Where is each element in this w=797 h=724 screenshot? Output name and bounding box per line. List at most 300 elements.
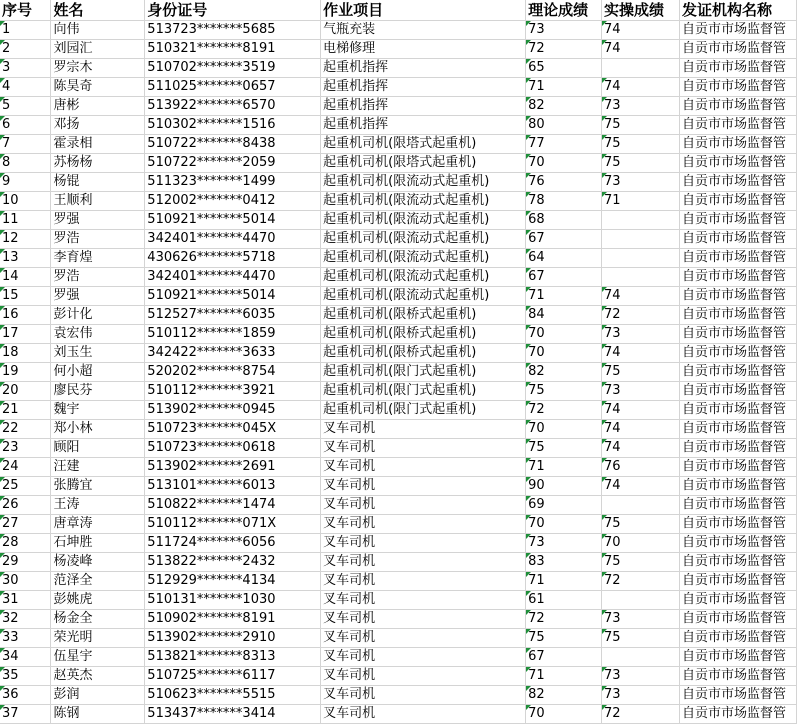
seq-cell[interactable]: 30 xyxy=(0,572,51,591)
operation-item-cell[interactable]: 起重机司机(限流动式起重机) xyxy=(321,173,526,192)
issuing-authority-cell[interactable]: 自贡市市场监督管 xyxy=(679,591,796,610)
seq-cell[interactable]: 24 xyxy=(0,458,51,477)
name-cell[interactable]: 邓扬 xyxy=(51,116,145,135)
name-cell[interactable]: 刘玉生 xyxy=(51,344,145,363)
theory-score-cell[interactable]: 71 xyxy=(526,667,602,686)
operation-item-cell[interactable]: 叉车司机 xyxy=(321,686,526,705)
table-row xyxy=(0,268,797,287)
id-number-cell[interactable]: 512929*******4134 xyxy=(145,572,321,591)
issuing-authority-cell[interactable]: 自贡市市场监督管 xyxy=(679,306,796,325)
name-cell[interactable]: 罗强 xyxy=(51,287,145,306)
issuing-authority-cell[interactable]: 自贡市市场监督管 xyxy=(679,97,796,116)
operation-item-cell[interactable]: 叉车司机 xyxy=(321,496,526,515)
practical-score-cell[interactable] xyxy=(602,496,680,515)
theory-score-cell[interactable]: 72 xyxy=(526,401,602,420)
operation-item-cell[interactable]: 起重机司机(限桥式起重机) xyxy=(321,325,526,344)
issuing-authority-cell[interactable]: 自贡市市场监督管 xyxy=(679,211,796,230)
id-number-cell[interactable]: 510921*******5014 xyxy=(145,287,321,306)
name-cell[interactable]: 王涛 xyxy=(51,496,145,515)
theory-score-cell[interactable]: 70 xyxy=(526,344,602,363)
practical-score-cell[interactable]: 73 xyxy=(602,667,680,686)
name-cell[interactable]: 罗浩 xyxy=(51,268,145,287)
theory-score-cell[interactable]: 75 xyxy=(526,382,602,401)
issuing-authority-cell[interactable]: 自贡市市场监督管 xyxy=(679,382,796,401)
name-cell[interactable]: 何小超 xyxy=(51,363,145,382)
practical-score-cell[interactable] xyxy=(602,249,680,268)
practical-score-cell[interactable]: 75 xyxy=(602,515,680,534)
seq-cell[interactable]: 34 xyxy=(0,648,51,667)
id-number-cell[interactable]: 510723*******045X xyxy=(145,420,321,439)
header-issuing-authority[interactable]: 发证机构名称 xyxy=(679,0,796,21)
name-cell[interactable]: 唐章涛 xyxy=(51,515,145,534)
theory-score-cell[interactable]: 84 xyxy=(526,306,602,325)
issuing-authority-cell[interactable]: 自贡市市场监督管 xyxy=(679,496,796,515)
practical-score-cell[interactable]: 74 xyxy=(602,477,680,496)
seq-cell[interactable]: 22 xyxy=(0,420,51,439)
table-row xyxy=(0,306,797,325)
issuing-authority-cell[interactable]: 自贡市市场监督管 xyxy=(679,59,796,78)
name-cell[interactable]: 王顺利 xyxy=(51,192,145,211)
name-cell[interactable]: 郑小林 xyxy=(51,420,145,439)
practical-score-cell[interactable]: 72 xyxy=(602,572,680,591)
theory-score-cell[interactable]: 64 xyxy=(526,249,602,268)
theory-score-cell[interactable]: 70 xyxy=(526,325,602,344)
seq-cell[interactable]: 16 xyxy=(0,306,51,325)
theory-score-cell[interactable]: 83 xyxy=(526,553,602,572)
name-cell[interactable]: 范泽全 xyxy=(51,572,145,591)
table-row xyxy=(0,249,797,268)
id-number-cell[interactable]: 513822*******2432 xyxy=(145,553,321,572)
operation-item-cell[interactable]: 叉车司机 xyxy=(321,534,526,553)
issuing-authority-cell[interactable]: 自贡市市场监督管 xyxy=(679,344,796,363)
issuing-authority-cell[interactable]: 自贡市市场监督管 xyxy=(679,78,796,97)
seq-cell[interactable]: 12 xyxy=(0,230,51,249)
theory-score-cell[interactable]: 71 xyxy=(526,458,602,477)
practical-score-cell[interactable] xyxy=(602,59,680,78)
name-cell[interactable]: 袁宏伟 xyxy=(51,325,145,344)
table-row xyxy=(0,477,797,496)
name-cell[interactable]: 彭姚虎 xyxy=(51,591,145,610)
seq-cell[interactable]: 23 xyxy=(0,439,51,458)
name-cell[interactable]: 彭润 xyxy=(51,686,145,705)
id-number-cell[interactable]: 511323*******1499 xyxy=(145,173,321,192)
theory-score-cell[interactable]: 70 xyxy=(526,705,602,724)
practical-score-cell[interactable]: 74 xyxy=(602,344,680,363)
name-cell[interactable]: 罗浩 xyxy=(51,230,145,249)
operation-item-cell[interactable]: 叉车司机 xyxy=(321,648,526,667)
seq-cell[interactable]: 26 xyxy=(0,496,51,515)
table-row xyxy=(0,325,797,344)
table-row xyxy=(0,344,797,363)
name-cell[interactable]: 廖民芬 xyxy=(51,382,145,401)
operation-item-cell[interactable]: 气瓶充装 xyxy=(321,21,526,40)
practical-score-cell[interactable]: 73 xyxy=(602,173,680,192)
header-name[interactable]: 姓名 xyxy=(51,0,145,21)
name-cell[interactable]: 罗宗木 xyxy=(51,59,145,78)
seq-cell[interactable]: 2 xyxy=(0,40,51,59)
seq-cell[interactable]: 36 xyxy=(0,686,51,705)
table-row xyxy=(0,287,797,306)
name-cell[interactable]: 杨金全 xyxy=(51,610,145,629)
practical-score-cell[interactable] xyxy=(602,591,680,610)
name-cell[interactable]: 顾阳 xyxy=(51,439,145,458)
id-number-cell[interactable]: 513902*******2691 xyxy=(145,458,321,477)
name-cell[interactable]: 刘园汇 xyxy=(51,40,145,59)
id-number-cell[interactable]: 510112*******1859 xyxy=(145,325,321,344)
issuing-authority-cell[interactable]: 自贡市市场监督管 xyxy=(679,553,796,572)
issuing-authority-cell[interactable]: 自贡市市场监督管 xyxy=(679,154,796,173)
theory-score-cell[interactable]: 90 xyxy=(526,477,602,496)
practical-score-cell[interactable]: 73 xyxy=(602,686,680,705)
name-cell[interactable]: 汪建 xyxy=(51,458,145,477)
seq-cell[interactable]: 10 xyxy=(0,192,51,211)
table-row xyxy=(0,78,797,97)
operation-item-cell[interactable]: 叉车司机 xyxy=(321,553,526,572)
name-cell[interactable]: 杨锟 xyxy=(51,173,145,192)
theory-score-cell[interactable]: 71 xyxy=(526,78,602,97)
seq-cell[interactable]: 20 xyxy=(0,382,51,401)
id-number-cell[interactable]: 510623*******5515 xyxy=(145,686,321,705)
table-row xyxy=(0,382,797,401)
id-number-cell[interactable]: 513101*******6013 xyxy=(145,477,321,496)
issuing-authority-cell[interactable]: 自贡市市场监督管 xyxy=(679,648,796,667)
id-number-cell[interactable]: 510302*******1516 xyxy=(145,116,321,135)
theory-score-cell[interactable]: 67 xyxy=(526,648,602,667)
issuing-authority-cell[interactable]: 自贡市市场监督管 xyxy=(679,705,796,724)
theory-score-cell[interactable]: 71 xyxy=(526,572,602,591)
name-cell[interactable]: 李育煌 xyxy=(51,249,145,268)
id-number-cell[interactable]: 513723*******5685 xyxy=(145,21,321,40)
name-cell[interactable]: 陈钢 xyxy=(51,705,145,724)
seq-cell[interactable]: 8 xyxy=(0,154,51,173)
operation-item-cell[interactable]: 起重机司机(限门式起重机) xyxy=(321,363,526,382)
table-row xyxy=(0,116,797,135)
theory-score-cell[interactable]: 82 xyxy=(526,686,602,705)
name-cell[interactable]: 魏宇 xyxy=(51,401,145,420)
table-row xyxy=(0,173,797,192)
table-row xyxy=(0,439,797,458)
practical-score-cell[interactable]: 74 xyxy=(602,40,680,59)
issuing-authority-cell[interactable]: 自贡市市场监督管 xyxy=(679,401,796,420)
seq-cell[interactable]: 14 xyxy=(0,268,51,287)
issuing-authority-cell[interactable]: 自贡市市场监督管 xyxy=(679,667,796,686)
issuing-authority-cell[interactable]: 自贡市市场监督管 xyxy=(679,534,796,553)
seq-cell[interactable]: 18 xyxy=(0,344,51,363)
table-row xyxy=(0,154,797,173)
seq-cell[interactable]: 1 xyxy=(0,21,51,40)
operation-item-cell[interactable]: 叉车司机 xyxy=(321,705,526,724)
header-operation-item[interactable]: 作业项目 xyxy=(321,0,526,21)
operation-item-cell[interactable]: 叉车司机 xyxy=(321,477,526,496)
id-number-cell[interactable]: 520202*******8754 xyxy=(145,363,321,382)
operation-item-cell[interactable]: 起重机司机(限桥式起重机) xyxy=(321,306,526,325)
name-cell[interactable]: 赵英杰 xyxy=(51,667,145,686)
id-number-cell[interactable]: 511724*******6056 xyxy=(145,534,321,553)
name-cell[interactable]: 张腾宜 xyxy=(51,477,145,496)
issuing-authority-cell[interactable]: 自贡市市场监督管 xyxy=(679,610,796,629)
practical-score-cell[interactable] xyxy=(602,268,680,287)
id-number-cell[interactable]: 513902*******0945 xyxy=(145,401,321,420)
id-number-cell[interactable]: 510131*******1030 xyxy=(145,591,321,610)
seq-cell[interactable]: 7 xyxy=(0,135,51,154)
name-cell[interactable]: 荣光明 xyxy=(51,629,145,648)
seq-cell[interactable]: 29 xyxy=(0,553,51,572)
operation-item-cell[interactable]: 叉车司机 xyxy=(321,458,526,477)
practical-score-cell[interactable]: 75 xyxy=(602,553,680,572)
seq-cell[interactable]: 32 xyxy=(0,610,51,629)
table-row xyxy=(0,21,797,40)
table-row xyxy=(0,705,797,724)
header-practical-score[interactable]: 实操成绩 xyxy=(602,0,680,21)
issuing-authority-cell[interactable]: 自贡市市场监督管 xyxy=(679,135,796,154)
operation-item-cell[interactable]: 叉车司机 xyxy=(321,420,526,439)
operation-item-cell[interactable]: 叉车司机 xyxy=(321,591,526,610)
practical-score-cell[interactable]: 70 xyxy=(602,534,680,553)
practical-score-cell[interactable]: 72 xyxy=(602,306,680,325)
table-row xyxy=(0,629,797,648)
practical-score-cell[interactable]: 73 xyxy=(602,610,680,629)
issuing-authority-cell[interactable]: 自贡市市场监督管 xyxy=(679,40,796,59)
id-number-cell[interactable]: 510112*******071X xyxy=(145,515,321,534)
seq-cell[interactable]: 9 xyxy=(0,173,51,192)
issuing-authority-cell[interactable]: 自贡市市场监督管 xyxy=(679,477,796,496)
id-number-cell[interactable]: 512527*******6035 xyxy=(145,306,321,325)
issuing-authority-cell[interactable]: 自贡市市场监督管 xyxy=(679,325,796,344)
id-number-cell[interactable]: 510722*******2059 xyxy=(145,154,321,173)
id-number-cell[interactable]: 513821*******8313 xyxy=(145,648,321,667)
practical-score-cell[interactable]: 71 xyxy=(602,192,680,211)
issuing-authority-cell[interactable]: 自贡市市场监督管 xyxy=(679,21,796,40)
table-row xyxy=(0,515,797,534)
table-row xyxy=(0,667,797,686)
theory-score-cell[interactable]: 77 xyxy=(526,135,602,154)
id-number-cell[interactable]: 510822*******1474 xyxy=(145,496,321,515)
seq-cell[interactable]: 5 xyxy=(0,97,51,116)
seq-cell[interactable]: 17 xyxy=(0,325,51,344)
theory-score-cell[interactable]: 69 xyxy=(526,496,602,515)
table-row xyxy=(0,211,797,230)
operation-item-cell[interactable]: 电梯修理 xyxy=(321,40,526,59)
operation-item-cell[interactable]: 起重机指挥 xyxy=(321,59,526,78)
issuing-authority-cell[interactable]: 自贡市市场监督管 xyxy=(679,249,796,268)
operation-item-cell[interactable]: 叉车司机 xyxy=(321,629,526,648)
operation-item-cell[interactable]: 起重机司机(限流动式起重机) xyxy=(321,192,526,211)
practical-score-cell[interactable]: 73 xyxy=(602,97,680,116)
name-cell[interactable]: 陈昊奇 xyxy=(51,78,145,97)
seq-cell[interactable]: 11 xyxy=(0,211,51,230)
name-cell[interactable]: 伍星宇 xyxy=(51,648,145,667)
seq-cell[interactable]: 27 xyxy=(0,515,51,534)
id-number-cell[interactable]: 511025*******0657 xyxy=(145,78,321,97)
practical-score-cell[interactable] xyxy=(602,211,680,230)
id-number-cell[interactable]: 513437*******3414 xyxy=(145,705,321,724)
name-cell[interactable]: 彭计化 xyxy=(51,306,145,325)
name-cell[interactable]: 杨凌峰 xyxy=(51,553,145,572)
practical-score-cell[interactable]: 73 xyxy=(602,382,680,401)
practical-score-cell[interactable]: 72 xyxy=(602,705,680,724)
id-number-cell[interactable]: 342422*******3633 xyxy=(145,344,321,363)
seq-cell[interactable]: 4 xyxy=(0,78,51,97)
practical-score-cell[interactable]: 74 xyxy=(602,21,680,40)
id-number-cell[interactable]: 342401*******4470 xyxy=(145,230,321,249)
seq-cell[interactable]: 33 xyxy=(0,629,51,648)
id-number-cell[interactable]: 510921*******5014 xyxy=(145,211,321,230)
theory-score-cell[interactable]: 75 xyxy=(526,439,602,458)
seq-cell[interactable]: 15 xyxy=(0,287,51,306)
operation-item-cell[interactable]: 起重机指挥 xyxy=(321,97,526,116)
header-id-number[interactable]: 身份证号 xyxy=(145,0,321,21)
operation-item-cell[interactable]: 起重机司机(限门式起重机) xyxy=(321,382,526,401)
header-seq[interactable]: 序号 xyxy=(0,0,51,21)
issuing-authority-cell[interactable]: 自贡市市场监督管 xyxy=(679,192,796,211)
operation-item-cell[interactable]: 起重机司机(限流动式起重机) xyxy=(321,287,526,306)
seq-cell[interactable]: 28 xyxy=(0,534,51,553)
practical-score-cell[interactable]: 75 xyxy=(602,135,680,154)
operation-item-cell[interactable]: 起重机司机(限塔式起重机) xyxy=(321,154,526,173)
id-number-cell[interactable]: 510723*******0618 xyxy=(145,439,321,458)
theory-score-cell[interactable]: 68 xyxy=(526,211,602,230)
practical-score-cell[interactable] xyxy=(602,230,680,249)
name-cell[interactable]: 苏杨杨 xyxy=(51,154,145,173)
issuing-authority-cell[interactable]: 自贡市市场监督管 xyxy=(679,230,796,249)
operation-item-cell[interactable]: 起重机指挥 xyxy=(321,116,526,135)
operation-item-cell[interactable]: 起重机司机(限桥式起重机) xyxy=(321,344,526,363)
table-row xyxy=(0,496,797,515)
seq-cell[interactable]: 35 xyxy=(0,667,51,686)
theory-score-cell[interactable]: 76 xyxy=(526,173,602,192)
table-row xyxy=(0,363,797,382)
seq-cell[interactable]: 6 xyxy=(0,116,51,135)
seq-cell[interactable]: 13 xyxy=(0,249,51,268)
table-row xyxy=(0,553,797,572)
table-row xyxy=(0,534,797,553)
id-number-cell[interactable]: 510112*******3921 xyxy=(145,382,321,401)
id-number-cell[interactable]: 510722*******8438 xyxy=(145,135,321,154)
id-number-cell[interactable]: 510902*******8191 xyxy=(145,610,321,629)
operation-item-cell[interactable]: 起重机指挥 xyxy=(321,78,526,97)
issuing-authority-cell[interactable]: 自贡市市场监督管 xyxy=(679,363,796,382)
theory-score-cell[interactable]: 70 xyxy=(526,420,602,439)
theory-score-cell[interactable]: 71 xyxy=(526,287,602,306)
theory-score-cell[interactable]: 82 xyxy=(526,363,602,382)
theory-score-cell[interactable]: 65 xyxy=(526,59,602,78)
seq-cell[interactable]: 19 xyxy=(0,363,51,382)
issuing-authority-cell[interactable]: 自贡市市场监督管 xyxy=(679,629,796,648)
operation-item-cell[interactable]: 起重机司机(限流动式起重机) xyxy=(321,230,526,249)
theory-score-cell[interactable]: 70 xyxy=(526,154,602,173)
table-row xyxy=(0,59,797,78)
name-cell[interactable]: 向伟 xyxy=(51,21,145,40)
theory-score-cell[interactable]: 73 xyxy=(526,21,602,40)
table-row xyxy=(0,135,797,154)
issuing-authority-cell[interactable]: 自贡市市场监督管 xyxy=(679,439,796,458)
id-number-cell[interactable]: 510702*******3519 xyxy=(145,59,321,78)
issuing-authority-cell[interactable]: 自贡市市场监督管 xyxy=(679,173,796,192)
table-row xyxy=(0,686,797,705)
id-number-cell[interactable]: 430626*******5718 xyxy=(145,249,321,268)
name-cell[interactable]: 霍录相 xyxy=(51,135,145,154)
operation-item-cell[interactable]: 起重机司机(限塔式起重机) xyxy=(321,135,526,154)
practical-score-cell[interactable]: 74 xyxy=(602,287,680,306)
practical-score-cell[interactable]: 76 xyxy=(602,458,680,477)
issuing-authority-cell[interactable]: 自贡市市场监督管 xyxy=(679,686,796,705)
practical-score-cell[interactable]: 75 xyxy=(602,629,680,648)
table-row xyxy=(0,591,797,610)
operation-item-cell[interactable]: 叉车司机 xyxy=(321,439,526,458)
operation-item-cell[interactable]: 起重机司机(限流动式起重机) xyxy=(321,249,526,268)
seq-cell[interactable]: 3 xyxy=(0,59,51,78)
operation-item-cell[interactable]: 起重机司机(限流动式起重机) xyxy=(321,211,526,230)
theory-score-cell[interactable]: 78 xyxy=(526,192,602,211)
theory-score-cell[interactable]: 72 xyxy=(526,610,602,629)
theory-score-cell[interactable]: 70 xyxy=(526,515,602,534)
id-number-cell[interactable]: 510321*******8191 xyxy=(145,40,321,59)
table-row xyxy=(0,610,797,629)
practical-score-cell[interactable]: 74 xyxy=(602,420,680,439)
issuing-authority-cell[interactable]: 自贡市市场监督管 xyxy=(679,116,796,135)
table-row xyxy=(0,401,797,420)
theory-score-cell[interactable]: 75 xyxy=(526,629,602,648)
operation-item-cell[interactable]: 起重机司机(限门式起重机) xyxy=(321,401,526,420)
practical-score-cell[interactable]: 75 xyxy=(602,116,680,135)
theory-score-cell[interactable]: 67 xyxy=(526,230,602,249)
practical-score-cell[interactable] xyxy=(602,648,680,667)
theory-score-cell[interactable]: 73 xyxy=(526,534,602,553)
name-cell[interactable]: 罗强 xyxy=(51,211,145,230)
practical-score-cell[interactable]: 74 xyxy=(602,439,680,458)
theory-score-cell[interactable]: 80 xyxy=(526,116,602,135)
operation-item-cell[interactable]: 叉车司机 xyxy=(321,610,526,629)
theory-score-cell[interactable]: 61 xyxy=(526,591,602,610)
id-number-cell[interactable]: 510725*******6117 xyxy=(145,667,321,686)
table-row xyxy=(0,572,797,591)
operation-item-cell[interactable]: 叉车司机 xyxy=(321,667,526,686)
table-row xyxy=(0,192,797,211)
header-theory-score[interactable]: 理论成绩 xyxy=(526,0,602,21)
issuing-authority-cell[interactable]: 自贡市市场监督管 xyxy=(679,572,796,591)
name-cell[interactable]: 唐彬 xyxy=(51,97,145,116)
table-row xyxy=(0,420,797,439)
operation-item-cell[interactable]: 叉车司机 xyxy=(321,515,526,534)
header-row xyxy=(0,0,797,21)
seq-cell[interactable]: 21 xyxy=(0,401,51,420)
practical-score-cell[interactable]: 73 xyxy=(602,325,680,344)
issuing-authority-cell[interactable]: 自贡市市场监督管 xyxy=(679,420,796,439)
issuing-authority-cell[interactable]: 自贡市市场监督管 xyxy=(679,268,796,287)
table-row xyxy=(0,40,797,59)
id-number-cell[interactable]: 513902*******2910 xyxy=(145,629,321,648)
seq-cell[interactable]: 37 xyxy=(0,705,51,724)
practical-score-cell[interactable]: 75 xyxy=(602,363,680,382)
seq-cell[interactable]: 25 xyxy=(0,477,51,496)
seq-cell[interactable]: 31 xyxy=(0,591,51,610)
practical-score-cell[interactable]: 74 xyxy=(602,401,680,420)
operation-item-cell[interactable]: 起重机司机(限流动式起重机) xyxy=(321,268,526,287)
name-cell[interactable]: 石坤胜 xyxy=(51,534,145,553)
id-number-cell[interactable]: 342401*******4470 xyxy=(145,268,321,287)
issuing-authority-cell[interactable]: 自贡市市场监督管 xyxy=(679,458,796,477)
theory-score-cell[interactable]: 82 xyxy=(526,97,602,116)
id-number-cell[interactable]: 513922*******6570 xyxy=(145,97,321,116)
id-number-cell[interactable]: 512002*******0412 xyxy=(145,192,321,211)
theory-score-cell[interactable]: 72 xyxy=(526,40,602,59)
operation-item-cell[interactable]: 叉车司机 xyxy=(321,572,526,591)
issuing-authority-cell[interactable]: 自贡市市场监督管 xyxy=(679,287,796,306)
practical-score-cell[interactable]: 74 xyxy=(602,78,680,97)
issuing-authority-cell[interactable]: 自贡市市场监督管 xyxy=(679,515,796,534)
practical-score-cell[interactable]: 75 xyxy=(602,154,680,173)
theory-score-cell[interactable]: 67 xyxy=(526,268,602,287)
